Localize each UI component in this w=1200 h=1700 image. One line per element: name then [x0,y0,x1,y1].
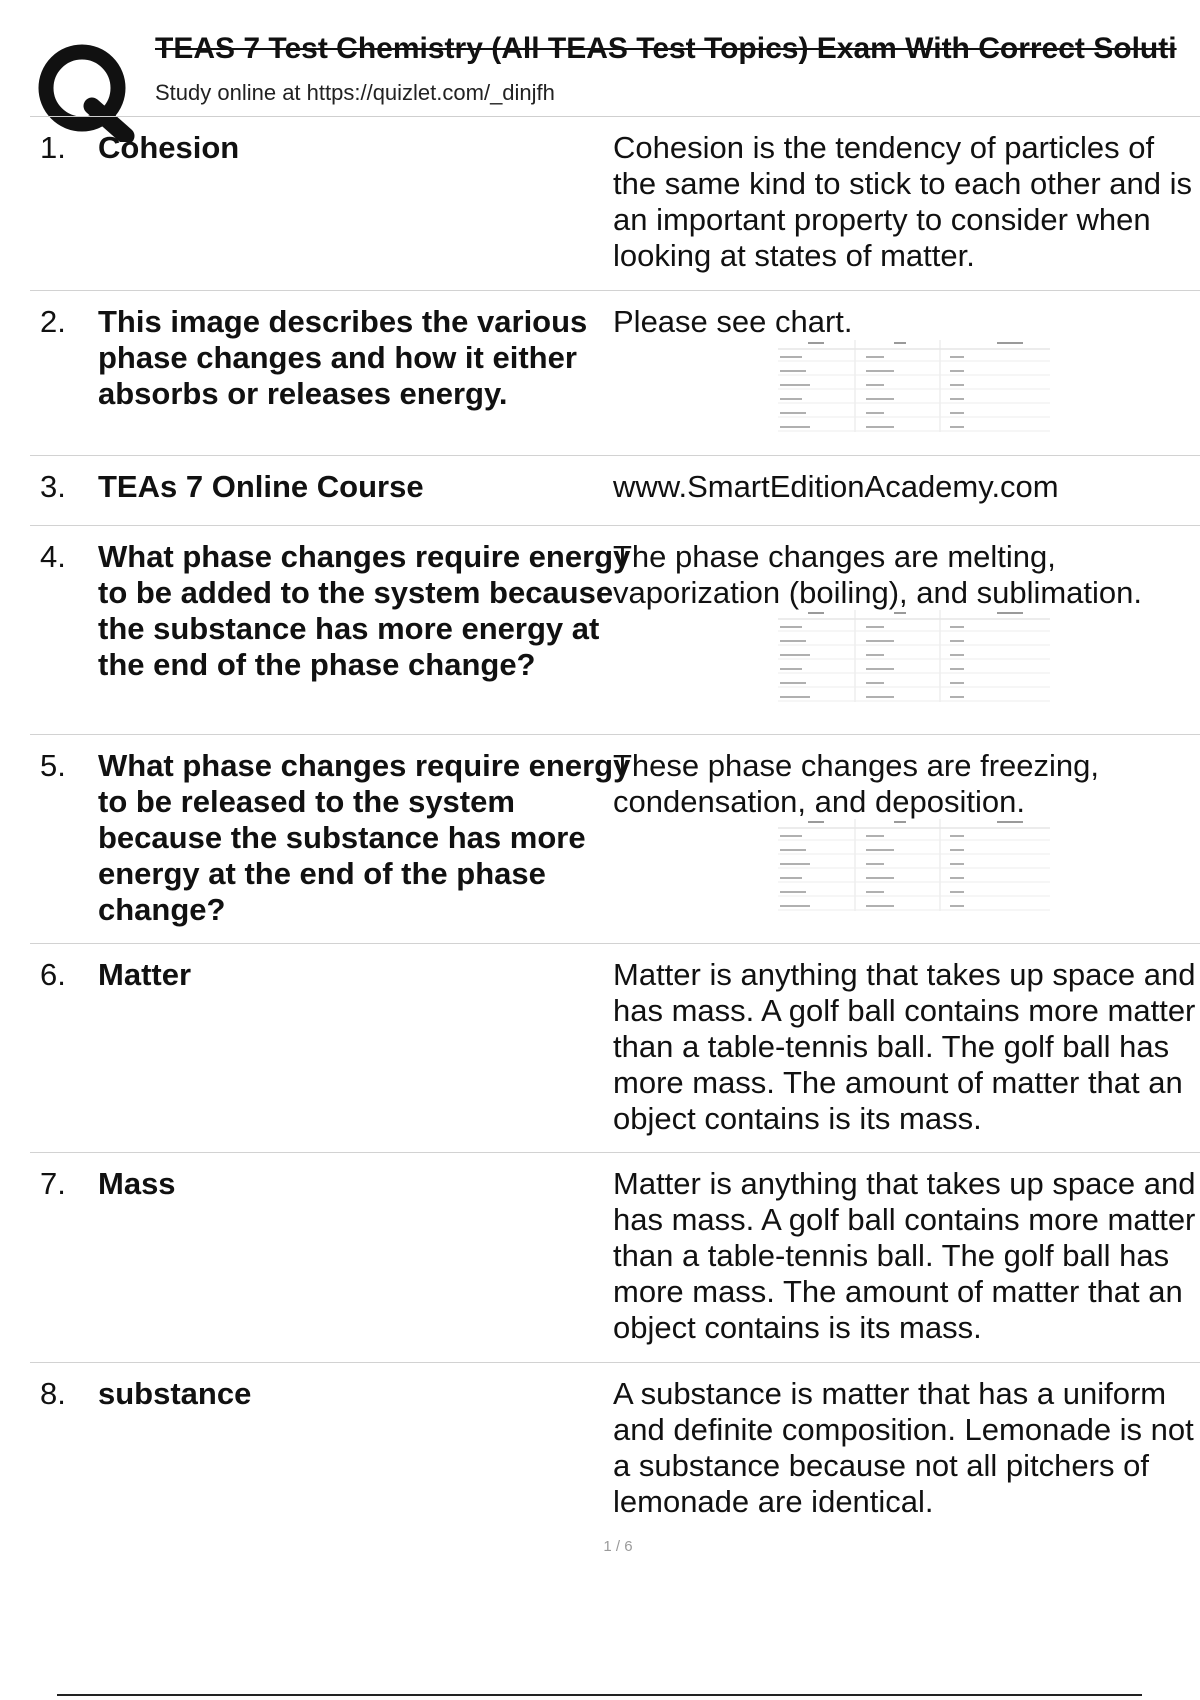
card-definition: Cohesion is the tendency of particles of the same kind to stick to each other and is an important property to consider when looking at states of matter. [613,130,1192,273]
card-term: substance [98,1376,252,1411]
flashcard [30,118,1200,291]
flashcard [30,292,1200,456]
flashcard [30,736,1200,944]
card-number: 1. [40,130,66,165]
study-online-link[interactable]: Study online at https://quizlet.com/_dinjfh [155,80,555,105]
card-number: 5. [40,748,66,783]
card-number: 2. [40,304,66,339]
card-number: 8. [40,1376,66,1411]
card-term: What phase changes require energy to be released to the system because the substance has more energy at the end of the phase change? [98,748,631,927]
card-definition: Please see chart. [613,304,853,339]
card-definition: Matter is anything that takes up space and has mass. A golf ball contains more matter than a table-tennis ball. The golf ball has more mass. The amount of matter that an object contains is its mass. [613,1166,1196,1345]
card-term: Mass [98,1166,176,1201]
page-number: 1 / 6 [603,1538,633,1555]
card-number: 4. [40,539,66,574]
card-term: Matter [98,957,192,992]
flashcard [30,1364,1200,1534]
flashcard [30,945,1200,1153]
phase-change-chart-image [778,610,1050,702]
card-term: What phase changes require energy to be added to the system because the substance has more energy at the end of the phase change? [98,539,631,682]
card-definition: A substance is matter that has a uniform and definite composition. Lemonade is not a substance because not all pitchers of lemonade are identical. [613,1376,1194,1519]
card-definition: Matter is anything that takes up space and has mass. A golf ball contains more matter than a table-tennis ball. The golf ball has more mass. The amount of matter that an object contains is its mass. [613,957,1196,1136]
card-definition: The phase changes are melting, vaporization (boiling), and sublimation. [613,539,1143,610]
phase-change-chart-image [778,340,1050,432]
flashcard [30,1154,1200,1363]
flashcard [30,527,1200,735]
card-definition: These phase changes are freezing, condensation, and deposition. [613,748,1099,819]
phase-change-chart-image [778,819,1050,911]
flashcard [30,457,1200,526]
card-term: TEAs 7 Online Course [98,469,424,504]
page-header [30,30,1200,115]
card-number: 3. [40,469,66,504]
card-definition[interactable]: www.SmartEditionAcademy.com [613,469,1059,504]
footer-divider [57,1694,1142,1696]
card-term: Cohesion [98,130,240,165]
card-number: 7. [40,1166,66,1201]
page-title: TEAS 7 Test Chemistry (All TEAS Test Topics) Exam With Correct Soluti [155,32,1177,65]
header-divider [30,116,1200,117]
card-term: This image describes the various phase changes and how it either absorbs or releases energy. [98,304,588,411]
card-number: 6. [40,957,66,992]
